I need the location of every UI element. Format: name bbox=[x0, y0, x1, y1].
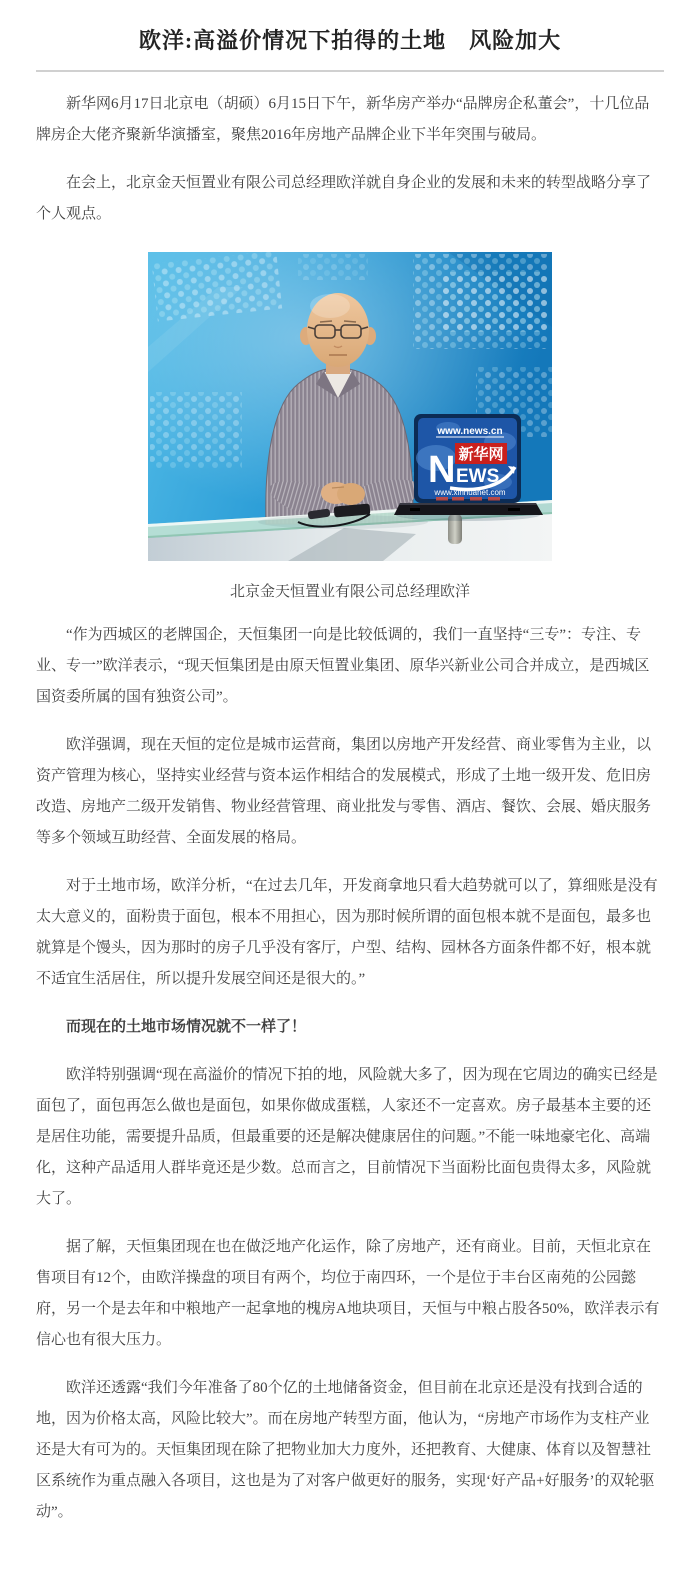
article-title: 欧洋:高溢价情况下拍得的土地 风险加大 bbox=[138, 28, 562, 53]
title-divider bbox=[36, 70, 664, 72]
figure-caption: 北京金天恒置业有限公司总经理欧洋 bbox=[229, 584, 470, 600]
article-paragraph-1: 新华网6月17日北京电（胡硕）6月15日下午，新华房产举办“品牌房企私董会”，十几位品牌房企大佬齐聚新华演播室，聚焦2016年房地产品牌企业下半年突围与破局。 bbox=[36, 96, 650, 143]
article-paragraph-6: 而现在的土地市场情况就不一样了！ bbox=[66, 1019, 307, 1035]
laptop bbox=[394, 414, 543, 521]
article bbox=[0, 26, 700, 1583]
article-paragraph-7: 欧洋特别强调“现在高溢价的情况下拍的地，风险就大多了，因为现在它周边的确实已经是面包了，面包再怎么做也是面包，如果你做成蛋糕，人家还不一定喜欢。房子最基本主要的还是居住功能，需要提升品质，但最重要的还是解决健康居住的问题。”不能一味地豪宅化、高端化，这种产品适用人群毕竟还是少数。总而言之，目前情况下当面粉比面包贵得太多，风险就大了。 bbox=[36, 1067, 658, 1207]
article-paragraph-3: “作为西城区的老牌国企，天恒集团一向是比较低调的，我们一直坚持“三专”：专注、专业、专一”欧洋表示，“现天恒集团是由原天恒置业集团、原华兴新业公司合并成立，是西城区国资委所属的国有独资公司”。 bbox=[36, 627, 650, 705]
laptop-brand-n: N bbox=[428, 449, 456, 491]
laptop-brand-ews: EWS bbox=[456, 466, 500, 487]
laptop-brand bbox=[428, 426, 515, 501]
article-paragraph-5: 对于土地市场，欧洋分析，“在过去几年，开发商拿地只看大趋势就可以了，算细账是没有太大意义的，面粉贵于面包，根本不用担心，因为那时候所谓的面包根本就不是面包，最多也就算是个馒头，因为那时的房子几乎没有客厅，户型、结构、园林各方面条件都不好，根本就不适宜生活居住，所以提升发展空间还是很大的。” bbox=[36, 878, 658, 987]
laptop-url-bottom: www.xinhuanet.com bbox=[434, 488, 506, 497]
laptop-brand-cn: 新华网 bbox=[458, 446, 504, 463]
laptop-base bbox=[394, 503, 543, 515]
article-figure bbox=[36, 252, 664, 603]
article-paragraph-9: 欧洋还透露“我们今年准备了80个亿的土地储备资金，但目前在北京还是没有找到合适的地，因为价格太高，风险比较大”。而在房地产转型方面，他认为，“房地产市场作为支柱产业还是大有可为的。天恒集团现在除了把物业加大力度外，还把教育、大健康、体育以及智慧社区系统作为重点融入各项目，这也是为了对客户做更好的服务，实现‘好产品+好服务’的双轮驱动”。 bbox=[36, 1380, 655, 1520]
article-paragraph-2: 在会上，北京金天恒置业有限公司总经理欧洋就自身企业的发展和未来的转型战略分享了个人观点。 bbox=[36, 175, 652, 222]
article-paragraph-4: 欧洋强调，现在天恒的定位是城市运营商，集团以房地产开发经营、商业零售为主业，以资产管理为核心，坚持实业经营与资本运作相结合的发展模式，形成了土地一级开发、危旧房改造、房地产二级开发销售、物业经营管理、商业批发与零售、酒店、餐饮、会展、婚庆服务等多个领域互助经营、全面发展的格局。 bbox=[36, 737, 652, 846]
studio-photo bbox=[148, 252, 552, 561]
article-paragraph-8: 据了解，天恒集团现在也在做泛地产化运作，除了房地产，还有商业。目前，天恒北京在售项目有12个，由欧洋操盘的项目有两个，均位于南四环，一个是位于丰台区南苑的公园懿府，另一个是去年和中粮地产一起拿地的槐房A地块项目，天恒与中粮占股各50%，欧洋表示有信心也有很大压力。 bbox=[36, 1239, 660, 1348]
laptop-url-top: www.news.cn bbox=[437, 426, 503, 437]
